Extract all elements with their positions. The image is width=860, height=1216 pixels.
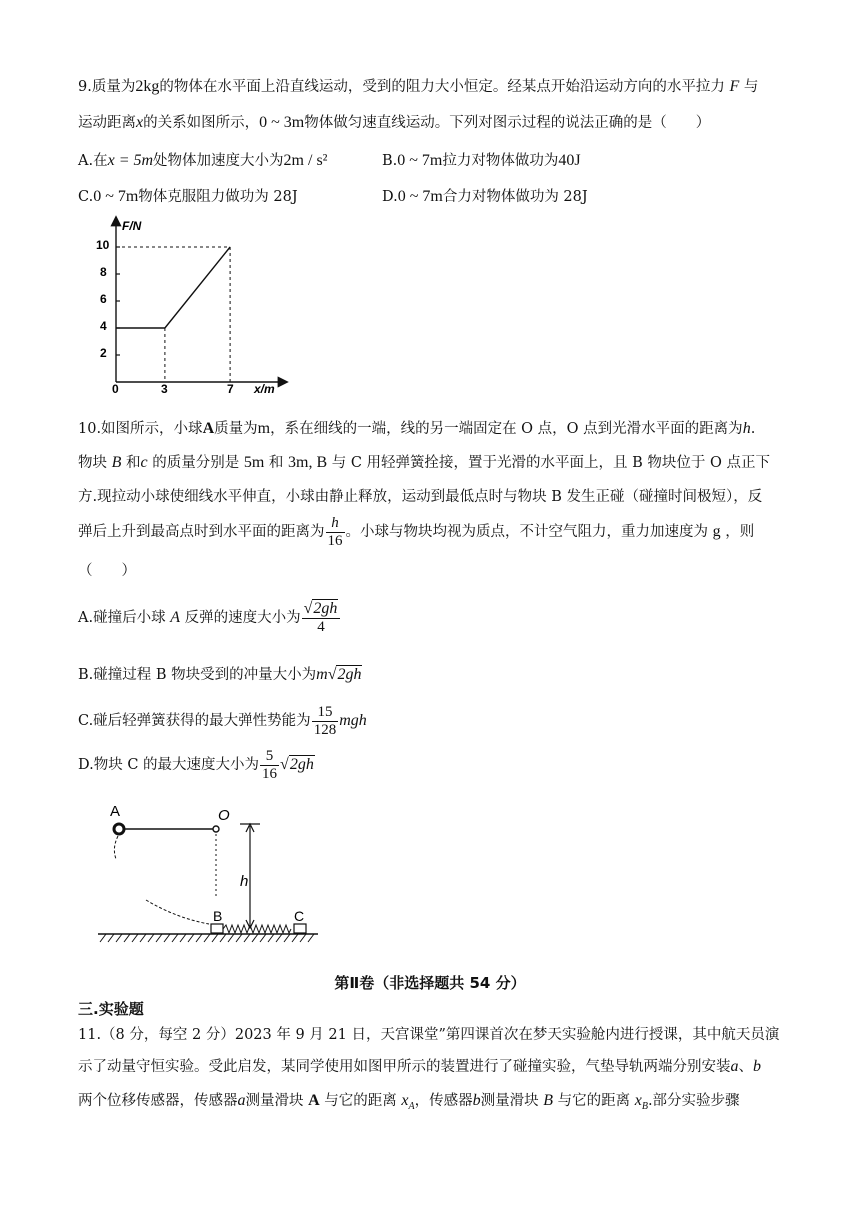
symbol: x [634,1092,642,1109]
var-F: F [729,78,740,95]
ground-hatching [100,934,314,942]
sqrt: √2gh [327,666,362,683]
sqrt: √2gh [303,600,338,617]
text: 测量滑块 [480,1093,539,1109]
denominator: 4 [317,619,325,635]
text: 和 [126,455,141,471]
subscript: A [408,1101,415,1113]
range: 0 ~ 7m [93,188,139,205]
text: 物块 [78,455,107,471]
text: 与 [743,79,759,95]
var-A: A [170,609,180,626]
text: 。小球与物块均视为质点，不计空气阻力，重力加速度为 [345,524,708,540]
q9-line-2 [78,112,710,134]
y-axis-label: F/N [122,219,142,233]
text: B. [382,153,398,169]
text: D.物块 C 的最大速度大小为 [78,757,260,773]
spring [223,925,291,933]
x-tick-7: 7 [227,382,234,396]
block-C [294,924,306,933]
q9-line-1 [78,76,758,98]
q11-line-2 [78,1056,761,1078]
label-B: B [213,908,223,924]
text: 物体克服阻力做功为 28J [138,189,298,205]
var-A: A [308,1092,320,1109]
x-axis-label: x/m [254,382,275,396]
var-x: x [136,114,144,131]
var-b: b [753,1058,761,1075]
text: 反弹的速度大小为 [184,610,301,626]
q11-line-1 [78,1024,779,1046]
var-h: h [742,420,751,437]
var-B: B [111,454,122,471]
var-a: a [237,1092,246,1109]
text: 和 [268,455,284,471]
text: C. [78,189,94,205]
text: 运动距离 [78,115,136,131]
value-3m: 3m, B [288,454,328,471]
swing-arc-top [114,836,118,859]
text: 9.质量为 [78,79,136,95]
text: 的物体在水平面上沿直线运动，受到的阻力大小恒定。经某点开始沿运动方向的水平拉力 [159,79,725,95]
text: 与 C 用轻弹簧拴接，置于光滑的水平面上，且 B 物块位于 O 点正下 [331,455,771,471]
var-a: a [730,1058,739,1075]
text: 11.（8 分，每空 2 分）2023 年 9 月 21 日，天宫课堂”第四课首次在梦天实验舱内进行授课，其中航天员演 [78,1027,780,1043]
var-xA [401,1092,415,1113]
section-part-2-heading: 第Ⅱ卷（非选择题共 54 分） [334,974,526,992]
y-tick-2: 2 [100,346,107,360]
text: 合力对物体做功为 28J [442,189,588,205]
radicand: 2gh [313,600,338,617]
y-tick-10: 10 [96,238,110,252]
text: D. [382,189,398,205]
x-tick-0: 0 [112,382,119,396]
denominator: 16 [327,532,343,549]
text: 物体做匀速直线运动。下列对图示过程的说法正确的是（ ） [304,115,711,131]
text: 弹后上升到最高点时到水平面的距离为 [78,524,325,540]
label-A: A [110,803,121,820]
var-m: m [316,666,328,683]
ball-A [114,824,124,834]
fraction [260,748,279,783]
text: 拉力对物体做功为 [442,153,559,169]
numerator: h [326,515,345,533]
label-O: O [218,807,230,824]
text: （ ） [78,563,136,579]
var-g: g [712,523,721,540]
denominator: 128 [313,721,337,738]
text: A.碰撞后小球 [78,610,166,626]
x-tick-3: 3 [161,382,168,396]
y-tick-4: 4 [100,319,107,333]
text: 10.如图所示，小球 [78,421,203,437]
q10-option-c [78,702,367,740]
fraction [312,704,339,739]
q10-line-1 [78,418,755,440]
range: 0 ~ 7m [397,188,443,205]
text: 处物体加速度大小为 [153,153,284,169]
text: .部分实验步骤 [647,1093,740,1109]
section-3-title: 三.实验题 [78,1000,144,1018]
radicand: 2gh [337,666,362,683]
mass-value: 2kg [135,78,160,95]
q10-line-3 [78,486,762,508]
var-mgh: mgh [339,712,367,729]
q9-option-a [78,150,327,172]
var-xB [634,1092,648,1113]
text: 与它的距离 [324,1093,397,1109]
value: 40J [558,152,581,169]
value: 2m / s² [283,152,328,169]
text: A.在 [78,153,108,169]
text: ，系在细线的一端，线的另一端固定在 O 点，O 点到光滑水平面的距离为 [270,421,743,437]
q9-option-b [382,150,581,172]
q10-option-b [78,664,362,686]
text: 测量滑块 [245,1093,304,1109]
q9-option-c [78,186,298,208]
symbol: x [401,1092,409,1109]
range-0-3m: 0 ~ 3m [259,114,305,131]
text: 、 [738,1059,753,1075]
text: 与它的距离 [557,1093,631,1109]
var-A: A [202,420,215,437]
range: 0 ~ 7m [397,152,443,169]
text: C.碰后轻弹簧获得的最大弹性势能为 [78,713,311,729]
q10-line-2 [78,452,770,474]
numerator: 15 [312,704,339,722]
denominator: 16 [262,765,278,782]
text: 质量为 [214,421,258,437]
sqrt: √2gh [280,756,314,773]
block-B [211,924,223,933]
q10-option-a [78,598,341,638]
text: . [750,421,756,437]
fraction-h-16 [326,515,345,550]
swing-arc-bottom [146,900,209,924]
expr: x = 5m [107,152,154,169]
text: 两个位移传感器，传感器 [78,1093,238,1109]
text: ，传感器 [414,1093,473,1109]
label-C: C [294,908,305,924]
text: 的质量分别是 [152,455,240,471]
var-m: m [257,420,271,437]
label-h: h [240,873,249,890]
subscript: B [641,1101,648,1113]
fraction [302,600,341,636]
var-b: b [472,1092,481,1109]
text: ，则 [725,524,755,540]
numerator [302,600,341,619]
force-distance-chart [96,212,296,398]
force-series-line [116,247,230,328]
text: 的关系如图所示， [143,115,260,131]
collision-diagram [90,796,330,956]
var-c: c [140,454,148,471]
q10-line-4 [78,514,754,550]
numerator: 5 [260,748,279,766]
radicand: 2gh [289,756,314,773]
y-tick-8: 8 [100,265,107,279]
text: 示了动量守恒实验。受此启发，某同学使用如图甲所示的装置进行了碰撞实验，气垫导轨两端分别安装 [78,1059,731,1075]
q10-line-5 [78,560,136,582]
q9-option-d [382,186,588,208]
q10-option-d [78,746,315,784]
value-5m: 5m [243,454,265,471]
y-tick-6: 6 [100,292,107,306]
text: B.碰撞过程 B 物块受到的冲量大小为 [78,667,317,683]
text: 方.现拉动小球使细线水平伸直，小球由静止释放，运动到最低点时与物块 B 发生正碰（碰撞时间极短），反 [78,489,763,505]
q11-line-3 [78,1090,740,1118]
var-B: B [543,1092,553,1109]
pivot-O [213,826,219,832]
